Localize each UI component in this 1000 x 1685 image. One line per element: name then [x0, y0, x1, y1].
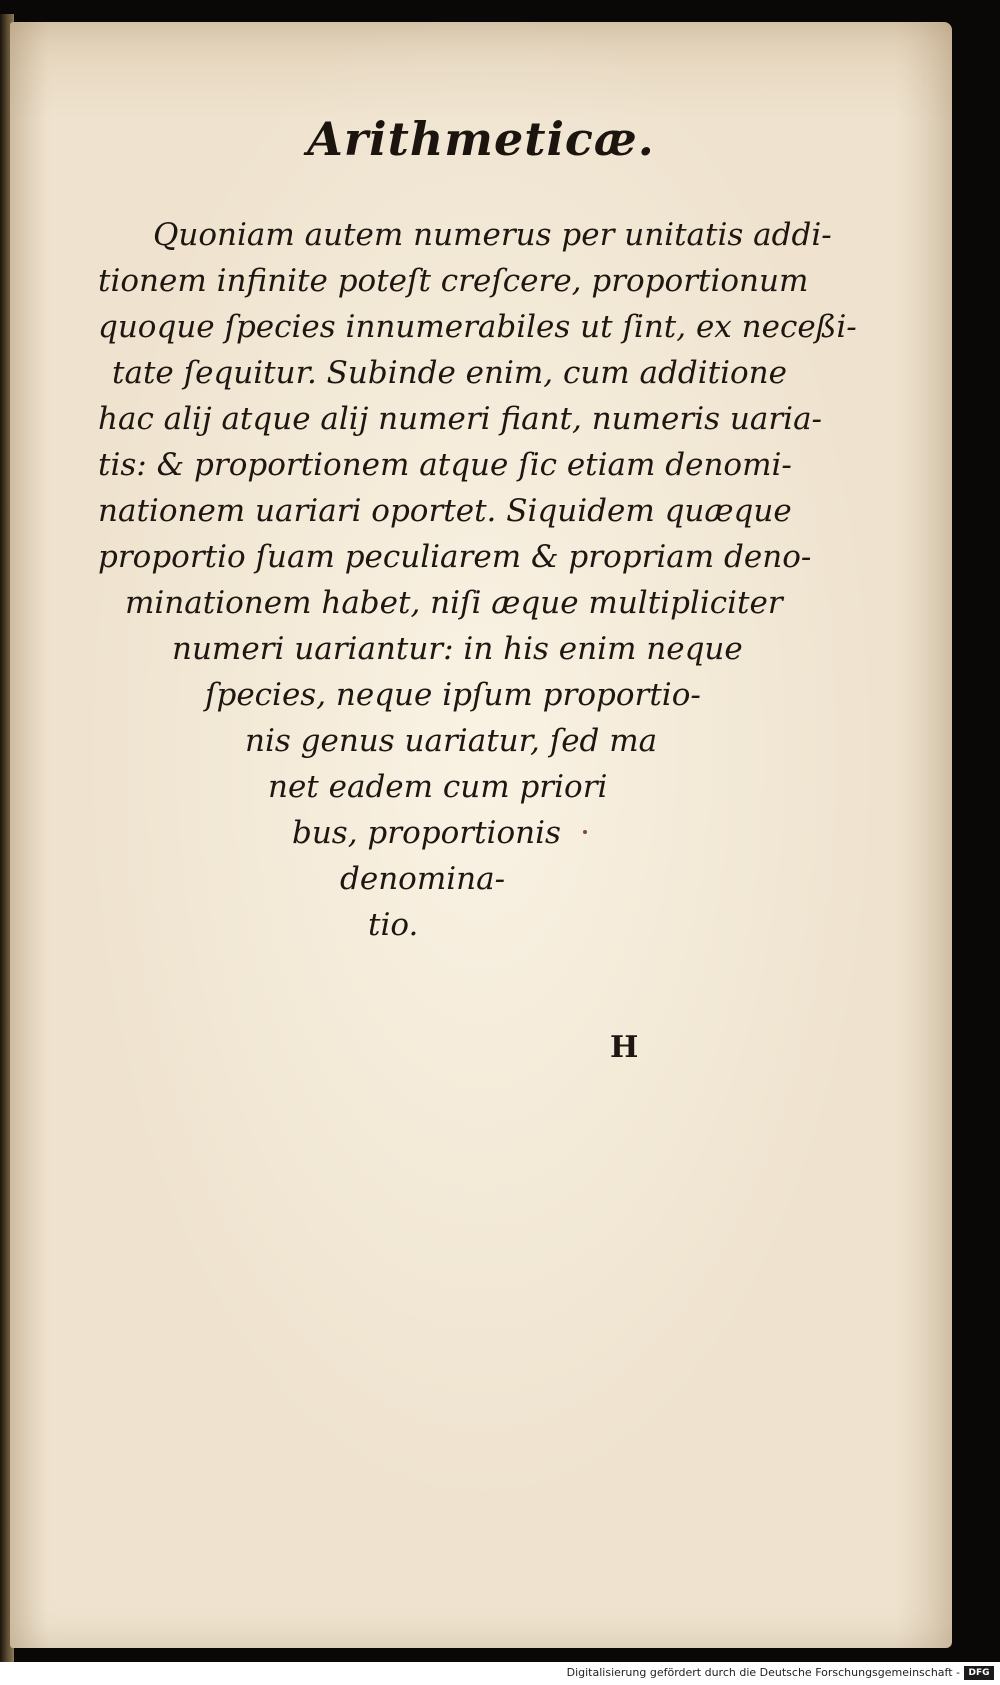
text-line: numeri uariantur: in his enim neque [172, 631, 743, 667]
text-line: ſpecies, neque ipſum proportio- [205, 677, 701, 713]
ink-speck [583, 830, 587, 834]
text-line: tis: & proportionem atque ſic etiam denomi- [98, 447, 792, 483]
text-line: Quoniam autem numerus per unitatis addi- [153, 217, 832, 253]
text-line: minationem habet, niſi æque multipliciter [125, 585, 783, 621]
book-page [10, 22, 952, 1648]
funding-credit: Digitalisierung gefördert durch die Deutsche Forschungsgemeinschaft - [566, 1666, 960, 1679]
text-line: hac alij atque alij numeri fiant, numeris uaria- [98, 401, 823, 437]
text-line: quoque ſpecies innumerabiles ut ſint, ex neceßi- [98, 309, 857, 345]
text-line: tio. [368, 907, 419, 943]
text-line: nationem uariari oportet. Siquidem quæque [98, 493, 792, 529]
text-line: tionem infinite poteſt creſcere, proportionum [98, 263, 809, 299]
text-line: net eadem cum priori [268, 769, 608, 805]
running-head: Arithmeticæ. [307, 112, 655, 166]
signature-mark: H [610, 1030, 639, 1065]
text-line: denomina- [340, 861, 506, 897]
footer-bar [0, 1662, 1000, 1685]
text-line: bus, proportionis [292, 815, 561, 851]
dfg-logo: DFG [964, 1666, 994, 1680]
text-line: proportio ſuam peculiarem & propriam deno- [98, 539, 812, 575]
text-line: tate ſequitur. Subinde enim, cum additione [112, 355, 787, 391]
text-line: nis genus uariatur, ſed ma [245, 723, 658, 759]
